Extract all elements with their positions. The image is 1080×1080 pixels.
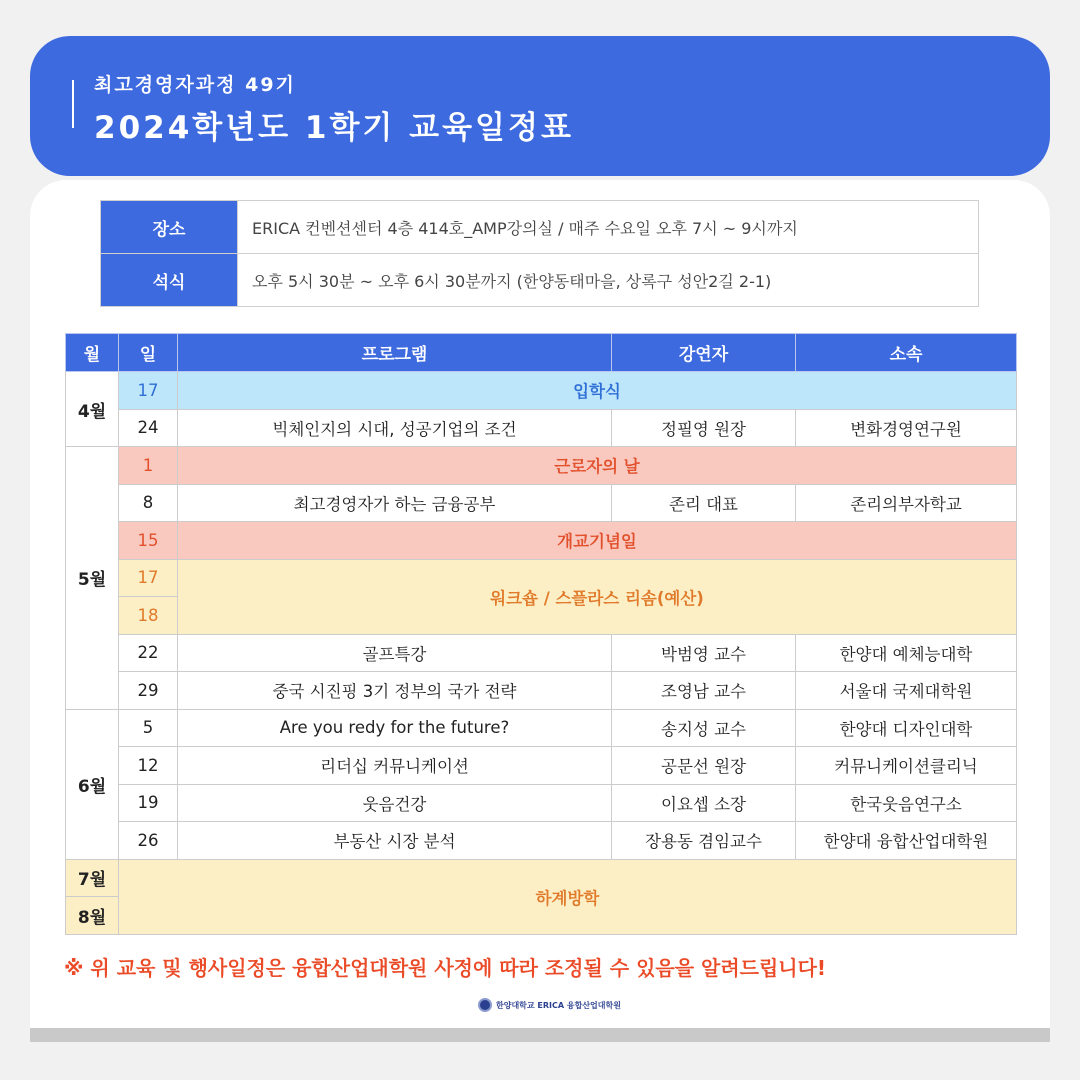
day-cell: 17: [119, 372, 178, 410]
info-row: [101, 254, 979, 307]
org-cell: 한양대 융합산업대학원: [796, 822, 1017, 860]
program-cell: Are you redy for the future?: [178, 709, 612, 747]
table-row: [66, 522, 1017, 560]
day-cell: 22: [119, 634, 178, 672]
day-cell: 1: [119, 447, 178, 485]
col-header-day: 일: [119, 334, 178, 372]
day-cell: 5: [119, 709, 178, 747]
speaker-cell: 장용동 겸임교수: [612, 822, 796, 860]
table-row: [66, 784, 1017, 822]
schedule-header-row: [66, 334, 1017, 372]
program-cell: 골프특강: [178, 634, 612, 672]
table-row: [66, 559, 1017, 597]
university-logo: [478, 998, 621, 1012]
footer-strip: [30, 1028, 1050, 1042]
vacation-cell: 하계방학: [119, 859, 1017, 934]
table-row: [66, 859, 1017, 897]
org-cell: 한양대 디자인대학: [796, 709, 1017, 747]
table-row: [66, 709, 1017, 747]
day-cell: 15: [119, 522, 178, 560]
day-cell: 18: [119, 597, 178, 635]
org-cell: 커뮤니케이션클리닉: [796, 747, 1017, 785]
schedule-table: [65, 333, 1017, 935]
program-cell: 리더십 커뮤니케이션: [178, 747, 612, 785]
col-header-speaker: 강연자: [612, 334, 796, 372]
col-header-month: 월: [66, 334, 119, 372]
logo-text: 한양대학교 ERICA 융합산업대학원: [496, 1000, 621, 1010]
day-cell: 29: [119, 672, 178, 710]
header-banner: [30, 36, 1050, 176]
university-seal-icon: [478, 998, 492, 1012]
day-cell: 8: [119, 484, 178, 522]
event-cell: 개교기념일: [178, 522, 1017, 560]
table-row: [66, 634, 1017, 672]
table-row: [66, 747, 1017, 785]
header-divider: [72, 80, 74, 128]
day-cell: 12: [119, 747, 178, 785]
program-cell: 중국 시진핑 3기 정부의 국가 전략: [178, 672, 612, 710]
org-cell: 변화경영연구원: [796, 409, 1017, 447]
day-cell: 19: [119, 784, 178, 822]
speaker-cell: 공문선 원장: [612, 747, 796, 785]
program-cell: 최고경영자가 하는 금융공부: [178, 484, 612, 522]
col-header-org: 소속: [796, 334, 1017, 372]
day-cell: 17: [119, 559, 178, 597]
page-title: 2024학년도 1학기 교육일정표: [94, 110, 574, 146]
org-cell: 존리의부자학교: [796, 484, 1017, 522]
event-cell: 근로자의 날: [178, 447, 1017, 485]
notice-text: ※ 위 교육 및 행사일정은 융합산업대학원 사정에 따라 조정될 수 있음을 알려드립니다!: [64, 956, 827, 980]
info-value: 오후 5시 30분 ~ 오후 6시 30분까지 (한양동태마을, 상록구 성안2길 2-1): [238, 254, 979, 307]
speaker-cell: 정필영 원장: [612, 409, 796, 447]
speaker-cell: 존리 대표: [612, 484, 796, 522]
table-row: [66, 409, 1017, 447]
speaker-cell: 박범영 교수: [612, 634, 796, 672]
program-cell: 웃음건강: [178, 784, 612, 822]
month-cell-july: 7월: [66, 859, 119, 897]
org-cell: 한국웃음연구소: [796, 784, 1017, 822]
header-subtitle: 최고경영자과정 49기: [94, 74, 296, 96]
speaker-cell: 이요셉 소장: [612, 784, 796, 822]
program-cell: 빅체인지의 시대, 성공기업의 조건: [178, 409, 612, 447]
info-row: [101, 201, 979, 254]
speaker-cell: 조영남 교수: [612, 672, 796, 710]
table-row: [66, 484, 1017, 522]
info-key: 석식: [101, 254, 238, 307]
event-cell: 워크숍 / 스플라스 리솜(예산): [178, 559, 1017, 634]
table-row: [66, 447, 1017, 485]
day-cell: 24: [119, 409, 178, 447]
month-cell-august: 8월: [66, 897, 119, 935]
table-row: [66, 372, 1017, 410]
table-row: [66, 672, 1017, 710]
col-header-program: 프로그램: [178, 334, 612, 372]
month-cell-june: 6월: [66, 709, 119, 859]
org-cell: 한양대 예체능대학: [796, 634, 1017, 672]
month-cell-april: 4월: [66, 372, 119, 447]
info-value: ERICA 컨벤션센터 4층 414호_AMP강의실 / 매주 수요일 오후 7시 ~ 9시까지: [238, 201, 979, 254]
program-cell: 부동산 시장 분석: [178, 822, 612, 860]
info-table: [100, 200, 979, 307]
table-row: [66, 822, 1017, 860]
month-cell-may: 5월: [66, 447, 119, 710]
info-key: 장소: [101, 201, 238, 254]
speaker-cell: 송지성 교수: [612, 709, 796, 747]
org-cell: 서울대 국제대학원: [796, 672, 1017, 710]
event-cell: 입학식: [178, 372, 1017, 410]
day-cell: 26: [119, 822, 178, 860]
